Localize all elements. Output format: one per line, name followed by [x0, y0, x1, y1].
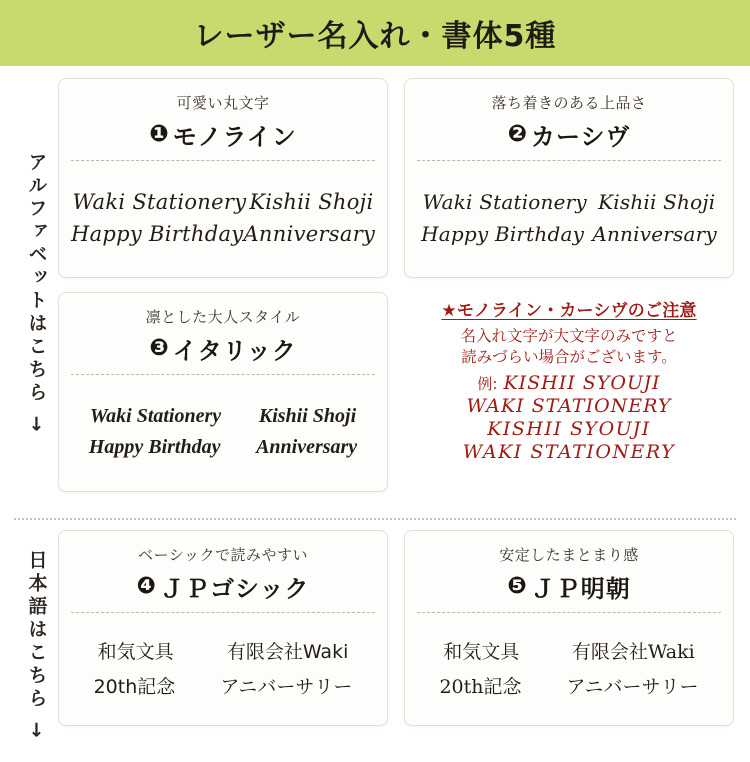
notice-example-cursive-2: WAKI STATIONERY: [462, 440, 676, 463]
font-sample-row: [71, 637, 375, 664]
font-card-subtitle: ベーシックで読みやすい: [138, 546, 308, 564]
font-card-title: [136, 569, 309, 604]
font-card-subtitle: 凛とした大人スタイル: [145, 308, 301, 326]
font-sample: Waki Stationery: [422, 190, 587, 214]
alphabet-card-grid: [58, 78, 736, 510]
font-card-name: モノライン: [172, 123, 297, 151]
font-card-title: [149, 331, 297, 366]
notice-title: [441, 296, 696, 321]
font-card-cursive[interactable]: [404, 78, 734, 278]
section-japanese: [14, 530, 736, 762]
font-sample-list: [71, 623, 375, 713]
font-card-name: ＪＰゴシック: [159, 575, 310, 603]
font-sample: Happy Birthday: [421, 222, 585, 246]
side-label-alphabet: [14, 78, 58, 510]
font-sample: Kishii Shoji: [258, 405, 357, 427]
page-title: レーザー名入れ・書体5種: [193, 19, 557, 54]
font-sample-row: [71, 190, 375, 214]
font-sample-list: [71, 385, 375, 479]
section-alphabet: [14, 78, 736, 510]
font-sample: 有限会社Waki: [571, 641, 695, 663]
divider-line: [71, 612, 375, 613]
font-sample: Anniversary: [256, 436, 358, 458]
section-divider: [14, 518, 736, 520]
font-sample: Kishii Shoji: [598, 190, 716, 214]
font-sample-row: [71, 405, 375, 428]
font-sample: 和気文具: [443, 641, 520, 663]
font-sample: Happy Birthday: [71, 222, 244, 246]
font-sample-row: [417, 190, 721, 214]
notice-panel: [404, 292, 734, 492]
font-card-subtitle: 可愛い丸文字: [176, 94, 270, 112]
japanese-card-grid: [58, 530, 736, 762]
notice-line-1: 名入れ文字が大文字のみですと: [460, 327, 678, 345]
font-sample: Anniversary: [592, 222, 717, 246]
notice-example-row: [467, 395, 672, 417]
notice-example-row: [487, 418, 651, 440]
font-sample-row: [417, 637, 721, 664]
notice-title-text: モノライン・カーシヴのご注意: [456, 301, 697, 321]
font-sample: 20th記念: [93, 676, 176, 698]
font-sample-list: [417, 623, 721, 713]
font-sample: 和気文具: [97, 641, 174, 663]
font-card-monoline[interactable]: [58, 78, 388, 278]
font-sample: Waki Stationery: [89, 405, 222, 427]
font-sample-row: [71, 436, 375, 459]
side-label-japanese: [14, 530, 58, 762]
font-sample: アニバーサリー: [566, 676, 699, 698]
notice-body: [460, 326, 677, 368]
notice-example: [410, 372, 728, 463]
font-sample: Anniversary: [243, 222, 376, 246]
notice-example-cursive-1: KISHII SYOUJI: [487, 417, 651, 440]
notice-example-row: [463, 441, 675, 463]
font-sample: Kishii Shoji: [249, 190, 374, 214]
font-sample-list: [417, 171, 721, 265]
font-sample: 20th記念: [439, 676, 522, 698]
divider-line: [417, 160, 721, 161]
notice-example-row: [477, 372, 660, 394]
font-card-name: ＪＰ明朝: [530, 575, 631, 603]
font-sample-row: [417, 222, 721, 246]
font-sample: Waki Stationery: [72, 190, 247, 214]
font-sample-row: [71, 222, 375, 246]
divider-line: [71, 160, 375, 161]
font-card-subtitle: 安定したまとまり感: [499, 546, 639, 564]
font-card-number: ❺: [507, 573, 528, 599]
font-card-number: ❹: [136, 573, 157, 599]
divider-line: [417, 612, 721, 613]
font-card-title: [149, 117, 297, 152]
notice-line-2: 読みづらい場合がございます。: [461, 347, 677, 366]
font-sample: アニバーサリー: [220, 676, 353, 698]
font-sample: Happy Birthday: [88, 436, 221, 458]
side-label-alphabet-text: アルファベットはこちら →: [25, 152, 48, 436]
notice-example-label: 例:: [477, 374, 498, 393]
font-card-title: [507, 117, 630, 152]
side-label-japanese-text: 日本語はこちら →: [25, 550, 48, 742]
page-header: [0, 0, 750, 66]
font-card-subtitle: 落ち着きのある上品さ: [491, 94, 647, 112]
star-icon: ★: [441, 301, 457, 321]
font-card-title: [507, 569, 630, 604]
notice-example-monoline-2: WAKI STATIONERY: [466, 394, 672, 417]
font-sample-row: [71, 672, 375, 699]
page-content: [0, 66, 750, 750]
notice-example-monoline-1: KISHII SYOUJI: [503, 371, 661, 394]
font-card-name: カーシヴ: [530, 123, 631, 151]
font-sample: 有限会社Waki: [226, 641, 349, 663]
font-card-jp-mincho[interactable]: [404, 530, 734, 726]
font-card-number: ❶: [149, 121, 170, 147]
font-card-italic[interactable]: [58, 292, 388, 492]
font-card-name: イタリック: [172, 337, 297, 365]
font-card-number: ❷: [507, 121, 528, 147]
divider-line: [71, 374, 375, 375]
font-sample-list: [71, 171, 375, 265]
font-sample-row: [417, 672, 721, 699]
font-card-number: ❸: [149, 335, 170, 361]
font-card-jp-gothic[interactable]: [58, 530, 388, 726]
